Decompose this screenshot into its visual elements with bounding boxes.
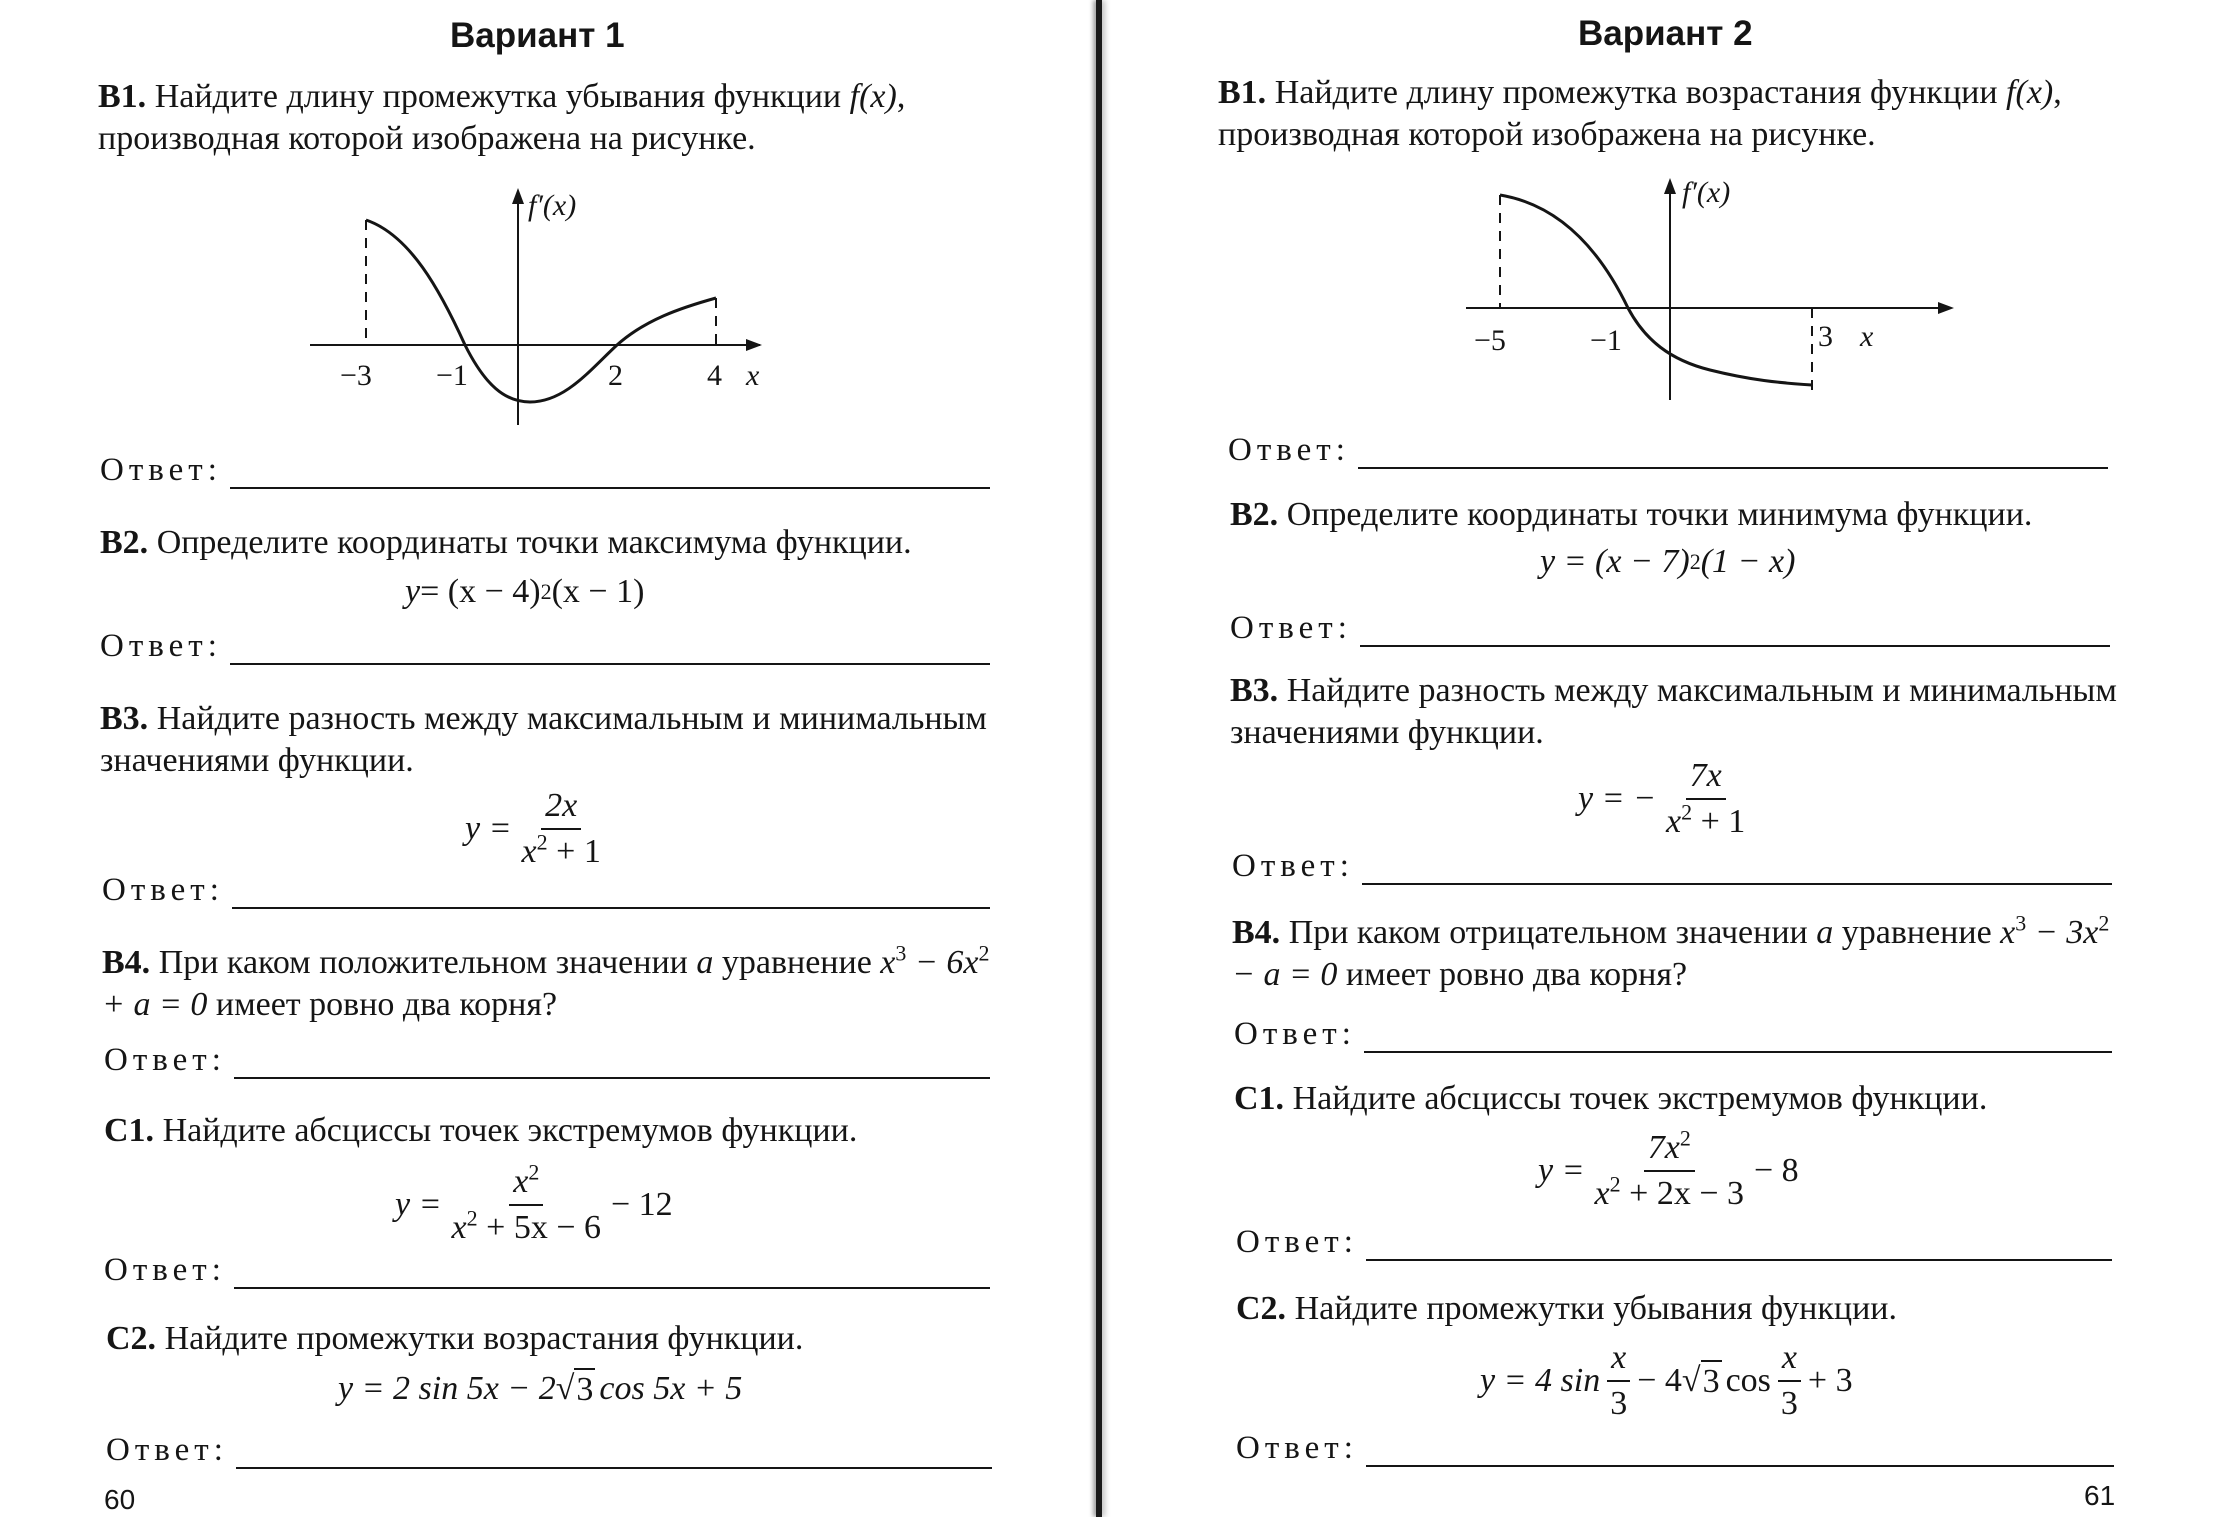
formula-b2: y = (x − 7) 2 (1 − x)	[1540, 543, 1796, 580]
answer-label: Ответ:	[100, 452, 222, 488]
formula-b3	[465, 786, 611, 872]
formula-part: y = 2 sin 5x − 2	[338, 1370, 556, 1407]
variant-1-title: Вариант 1	[450, 16, 625, 55]
answer-b1	[100, 452, 990, 489]
formula-c1	[395, 1159, 673, 1248]
denominator: 3	[1780, 1385, 1798, 1422]
answer-field[interactable]	[1362, 873, 2112, 885]
formula-part: cos 5x + 5	[599, 1370, 743, 1407]
formula-b2: y = (x − 4) 2 (x − 1)	[405, 573, 645, 610]
formula-part: y = (x − 7)	[1540, 543, 1690, 580]
numerator: x	[1778, 1338, 1801, 1382]
formula-c2	[1480, 1338, 1853, 1424]
exponent: 3	[2015, 910, 2027, 936]
formula-part: + 1	[1692, 803, 1746, 840]
answer-field[interactable]	[1366, 1455, 2114, 1467]
answer-field[interactable]	[234, 1277, 990, 1289]
task-number: C1.	[104, 1112, 155, 1149]
formula-part: y =	[1538, 1152, 1585, 1189]
answer-c2	[106, 1432, 992, 1469]
denominator	[1662, 800, 1749, 842]
y-axis-label: f′(x)	[528, 189, 577, 222]
formula-part: − 3x	[2026, 914, 2099, 951]
sqrt-argument: 3	[1701, 1360, 1722, 1402]
left-page	[0, 0, 1090, 1517]
task-text: При каком положительном значении	[150, 944, 697, 981]
denominator: 3	[1610, 1385, 1628, 1422]
task-number: B4.	[1232, 914, 1281, 951]
task-number: B1.	[98, 78, 147, 115]
x-axis-arrow	[746, 339, 762, 351]
derivative-graph-variant-2	[1460, 170, 1980, 410]
sqrt-sign: √	[1681, 1362, 1701, 1399]
answer-b3	[1232, 848, 2112, 885]
formula-part: + a = 0	[102, 986, 208, 1023]
fraction	[1606, 1338, 1631, 1424]
task-b1	[1218, 72, 2118, 156]
task-text: имеет ровно два корня?	[207, 986, 558, 1023]
formula-part: x	[2000, 914, 2016, 951]
answer-label: Ответ:	[1236, 1224, 1358, 1260]
tick-label: 2	[608, 359, 623, 392]
tick-label: −1	[436, 359, 468, 392]
numerator: 2x	[541, 786, 581, 830]
task-text: Найдите абсциссы точек экстремумов функции.	[1284, 1080, 1988, 1117]
function-name: f(x)	[2006, 74, 2054, 111]
answer-label: Ответ:	[1228, 432, 1350, 468]
task-text: Найдите промежутки убывания функции.	[1286, 1290, 1897, 1327]
answer-field[interactable]	[230, 653, 990, 665]
formula-part: x	[880, 944, 896, 981]
sqrt-sign: √	[555, 1370, 575, 1407]
answer-field[interactable]	[236, 1457, 992, 1469]
variant-2-title: Вариант 2	[1578, 14, 1753, 53]
task-text: Найдите разность между максимальным и минимальным значениями функции.	[1230, 672, 2117, 751]
exponent: 2	[2098, 910, 2110, 936]
answer-b2	[1230, 610, 2110, 647]
formula-part: − 4	[1637, 1362, 1682, 1399]
formula-c1	[1538, 1125, 1799, 1214]
task-text: уравнение	[713, 944, 881, 981]
formula-part: y =	[465, 810, 512, 847]
task-text: имеет ровно два корня?	[1337, 956, 1688, 993]
variable: a	[696, 944, 714, 981]
fraction	[448, 1159, 605, 1248]
task-b4	[102, 942, 992, 1026]
answer-field[interactable]	[230, 477, 990, 489]
variable: a	[1816, 914, 1834, 951]
answer-label: Ответ:	[102, 872, 224, 908]
y-axis-label: f′(x)	[1682, 176, 1731, 209]
task-text: , производная которой изображена на рисунке.	[98, 78, 906, 157]
formula-part: x	[513, 1163, 529, 1200]
function-name: f(x)	[849, 78, 897, 115]
numerator: 7x	[1686, 756, 1726, 800]
answer-label: Ответ:	[1236, 1430, 1358, 1466]
answer-label: Ответ:	[1232, 848, 1354, 884]
formula-part: + 5x − 6	[477, 1209, 601, 1246]
answer-label: Ответ:	[1234, 1016, 1356, 1052]
answer-label: Ответ:	[1230, 610, 1352, 646]
task-number: B1.	[1218, 74, 1267, 111]
formula-part: − 12	[611, 1186, 673, 1223]
right-page	[1100, 0, 2215, 1517]
task-c1	[1234, 1078, 2124, 1120]
answer-field[interactable]	[1364, 1041, 2112, 1053]
formula-part: y = −	[1578, 780, 1656, 817]
task-number: C2.	[1236, 1290, 1287, 1327]
exponent: 2	[528, 1159, 540, 1185]
x-axis-label: x	[1860, 320, 1874, 353]
exponent: 2	[1679, 1125, 1691, 1151]
exponent: 2	[536, 829, 548, 855]
answer-b2	[100, 628, 990, 665]
formula-part: 7x	[1647, 1129, 1680, 1166]
fraction	[1662, 756, 1749, 842]
task-text: Найдите абсциссы точек экстремумов функции.	[154, 1112, 858, 1149]
formula-part: + 2x − 3	[1620, 1175, 1744, 1212]
task-text: При каком отрицательном значении	[1280, 914, 1817, 951]
answer-label: Ответ:	[106, 1432, 228, 1468]
answer-field[interactable]	[232, 897, 990, 909]
task-number: B3.	[100, 700, 149, 737]
answer-label: Ответ:	[100, 628, 222, 664]
derivative-curve	[366, 220, 716, 402]
numerator: x	[1607, 1338, 1630, 1382]
task-number: B2.	[100, 524, 149, 561]
task-number: B4.	[102, 944, 151, 981]
denominator	[1591, 1172, 1748, 1214]
formula-part: + 3	[1807, 1362, 1853, 1399]
exponent: 2	[978, 940, 990, 966]
formula-part: (1 − x)	[1700, 543, 1796, 580]
exponent: 3	[895, 940, 907, 966]
denominator	[448, 1206, 605, 1248]
task-c2	[1236, 1288, 2126, 1330]
formula-part: + 1	[547, 833, 601, 870]
answer-b1	[1228, 432, 2108, 469]
x-axis-arrow	[1938, 302, 1954, 314]
tick-label: −1	[1590, 324, 1622, 357]
formula-part: − 8	[1754, 1152, 1799, 1189]
formula-part: x	[1665, 803, 1682, 840]
answer-b4	[1234, 1016, 2112, 1053]
task-text: , производная которой изображена на рисунке.	[1218, 74, 2062, 153]
answer-field[interactable]	[234, 1067, 990, 1079]
formula-part: − a = 0	[1232, 956, 1338, 993]
y-axis-arrow	[512, 188, 524, 204]
fraction	[1777, 1338, 1802, 1424]
formula-b3	[1578, 756, 1755, 842]
answer-c1	[104, 1252, 990, 1289]
derivative-graph-variant-1	[300, 180, 780, 440]
tick-label: −5	[1474, 324, 1506, 357]
formula-part: y = 4 sin	[1480, 1362, 1601, 1399]
exponent: 2	[1681, 799, 1693, 825]
tick-label: 4	[707, 359, 722, 392]
task-c2	[106, 1318, 996, 1360]
answer-field[interactable]	[1358, 457, 2108, 469]
task-text: Найдите разность между максимальным и минимальным значениями функции.	[100, 700, 987, 779]
answer-c2	[1236, 1430, 2114, 1467]
task-number: B3.	[1230, 672, 1279, 709]
task-text: Определите координаты точки минимума функции.	[1278, 496, 2033, 533]
formula-part: − 6x	[906, 944, 979, 981]
answer-label: Ответ:	[104, 1042, 226, 1078]
task-text: Найдите промежутки возрастания функции.	[156, 1320, 804, 1357]
numerator	[509, 1159, 543, 1206]
answer-field[interactable]	[1360, 635, 2110, 647]
page-number: 60	[104, 1484, 136, 1515]
task-b3	[100, 698, 990, 782]
formula-part: x	[521, 833, 537, 870]
task-text: Найдите длину промежутка убывания функции	[146, 78, 850, 115]
page-number: 61	[2084, 1480, 2116, 1511]
exponent: 2	[466, 1205, 478, 1231]
task-text: Найдите длину промежутка возрастания функции	[1266, 74, 2007, 111]
x-axis-label: x	[746, 359, 760, 392]
formula-part: x	[451, 1209, 467, 1246]
task-b3	[1230, 670, 2120, 754]
formula-part: x	[1594, 1175, 1610, 1212]
task-c1	[104, 1110, 994, 1152]
answer-b3	[102, 872, 990, 909]
task-number: B2.	[1230, 496, 1279, 533]
sqrt-argument: 3	[574, 1368, 595, 1410]
task-number: C2.	[106, 1320, 157, 1357]
task-b2	[100, 522, 1000, 564]
tick-label: 3	[1818, 320, 1833, 353]
formula-c2	[338, 1368, 742, 1410]
task-b4	[1232, 912, 2124, 996]
exponent: 2	[1609, 1171, 1621, 1197]
answer-field[interactable]	[1366, 1249, 2112, 1261]
numerator	[1644, 1125, 1695, 1172]
tick-label: −3	[340, 359, 372, 392]
answer-b4	[104, 1042, 990, 1079]
derivative-curve	[1500, 195, 1812, 385]
formula-part: cos	[1725, 1362, 1771, 1399]
denominator	[518, 830, 605, 872]
formula-part: (x − 1)	[551, 573, 645, 610]
task-text: Определите координаты точки максимума функции.	[148, 524, 912, 561]
formula-part: = (x − 4)	[420, 573, 541, 610]
task-number: C1.	[1234, 1080, 1285, 1117]
formula-part: y	[405, 573, 421, 610]
task-b2	[1230, 494, 2130, 536]
fraction	[1591, 1125, 1748, 1214]
formula-part: y =	[395, 1186, 442, 1223]
answer-c1	[1236, 1224, 2112, 1261]
fraction	[518, 786, 605, 872]
task-text: уравнение	[1833, 914, 2001, 951]
answer-label: Ответ:	[104, 1252, 226, 1288]
task-b1	[98, 76, 998, 160]
y-axis-arrow	[1664, 178, 1676, 194]
